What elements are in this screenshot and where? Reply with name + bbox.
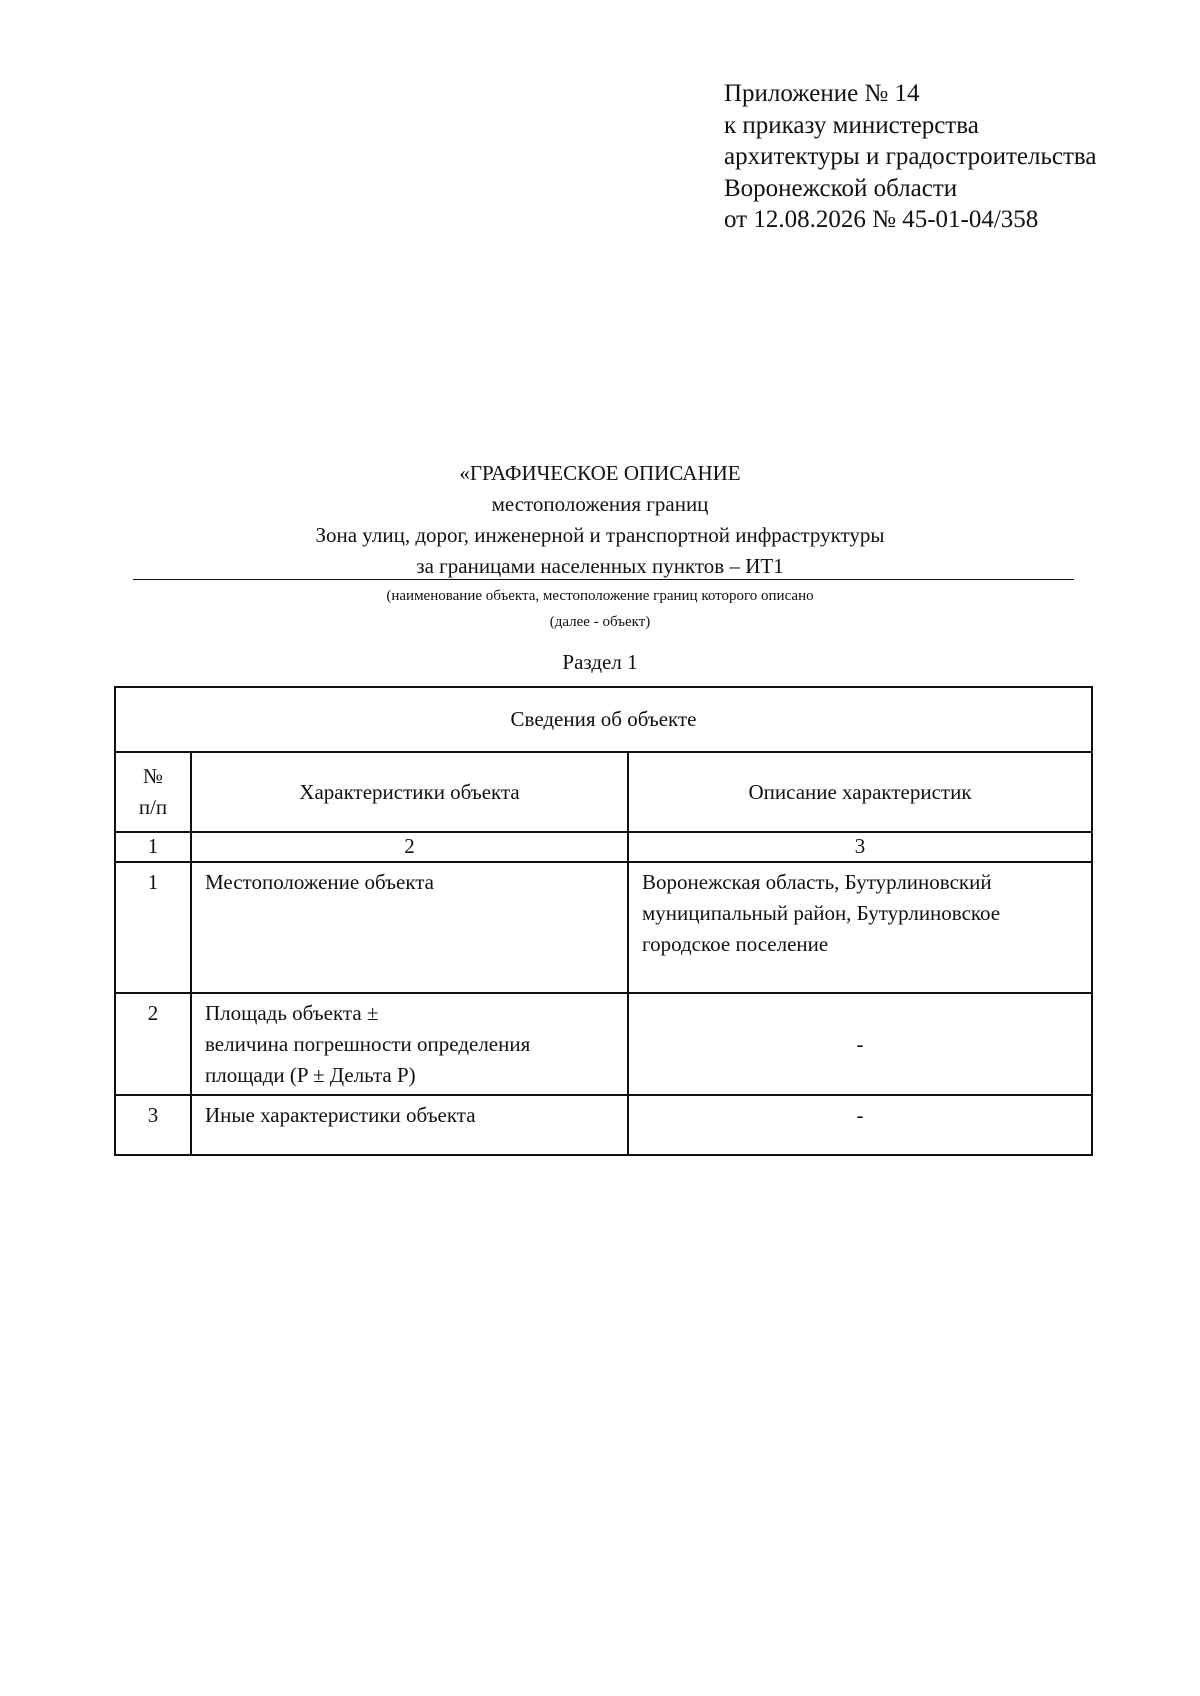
table-header-row	[115, 752, 1092, 832]
row-characteristic-line: Местоположение объекта	[205, 870, 435, 894]
table-row	[115, 1095, 1092, 1155]
appendix-date-number: от 12.08.2026 № 45-01-04/358	[724, 206, 1039, 233]
document-heading: «ГРАФИЧЕСКОЕ ОПИСАНИЕ	[459, 461, 741, 485]
row-characteristic	[191, 993, 628, 1095]
section-label: Раздел 1	[562, 650, 638, 674]
appendix-title: Приложение № 14	[724, 80, 920, 107]
object-name-line-2: за границами населенных пунктов – ИТ1	[416, 554, 784, 578]
row-characteristic	[191, 862, 628, 993]
row-characteristic-line: величина погрешности определения	[205, 1032, 531, 1056]
row-description: -	[628, 993, 1092, 1095]
header-number	[115, 752, 191, 832]
document-subheading: местоположения границ	[491, 492, 709, 516]
table-row	[115, 862, 1092, 993]
document-title	[0, 458, 1200, 582]
table-caption: Сведения об объекте	[115, 687, 1092, 752]
row-characteristic-line: Площадь объекта ±	[205, 1001, 379, 1025]
object-name-hint-line-2: (далее - объект)	[549, 614, 651, 630]
header-number-abbr: п/п	[138, 795, 168, 819]
row-number: 3	[115, 1095, 191, 1155]
row-characteristic-line: Иные характеристики объекта	[205, 1103, 476, 1127]
column-number-row	[115, 832, 1092, 862]
column-number-1: 1	[115, 832, 191, 862]
header-number-sign: №	[142, 764, 164, 788]
row-description	[628, 862, 1092, 993]
row-description-line: Воронежская область, Бутурлиновский	[642, 870, 992, 894]
row-description-line: муниципальный район, Бутурлиновское	[642, 901, 1001, 925]
header-description: Описание характеристик	[628, 752, 1092, 832]
appendix-ministry: архитектуры и градостроительства	[724, 143, 1097, 170]
column-number-2: 2	[191, 832, 628, 862]
table-caption-row	[115, 687, 1092, 752]
column-number-3: 3	[628, 832, 1092, 862]
appendix-region: Воронежской области	[724, 174, 958, 202]
object-name-line-1: Зона улиц, дорог, инженерной и транспортной инфраструктуры	[315, 523, 885, 547]
object-info-table	[114, 686, 1093, 1156]
header-characteristic: Характеристики объекта	[191, 752, 628, 832]
appendix-order-ref: к приказу министерства	[724, 111, 979, 139]
row-description-line: городское поселение	[642, 932, 829, 956]
row-number: 1	[115, 862, 191, 993]
row-number: 2	[115, 993, 191, 1095]
row-characteristic-line: площади (P ± Дельта P)	[205, 1063, 416, 1087]
appendix-note	[724, 78, 1184, 236]
object-name-underline	[133, 579, 1074, 580]
object-name-hint-line-1: (наименование объекта, местоположение границ которого описано	[386, 588, 814, 604]
table-row	[115, 993, 1092, 1095]
row-description: -	[628, 1095, 1092, 1155]
row-characteristic	[191, 1095, 628, 1155]
